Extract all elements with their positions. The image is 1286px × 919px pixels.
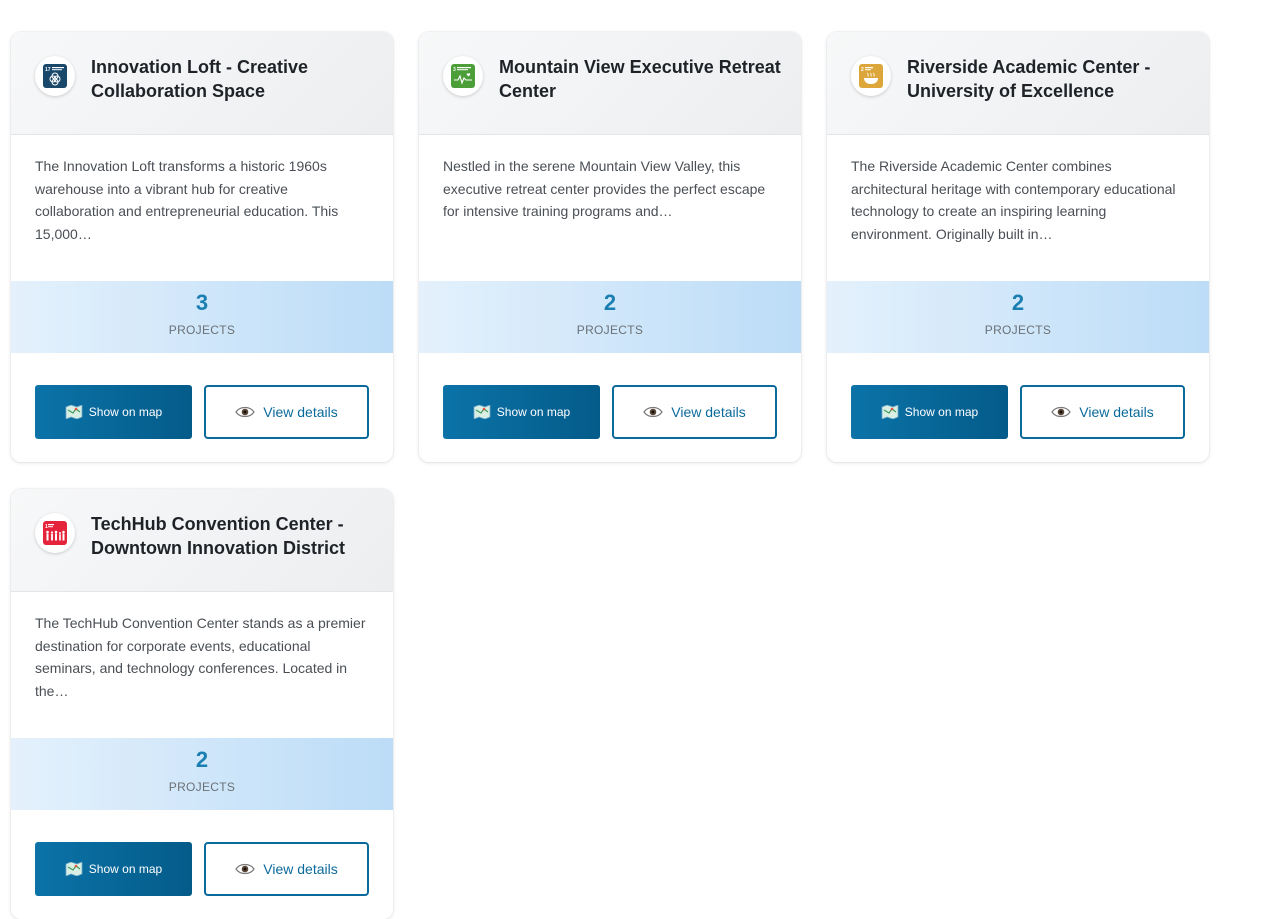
logo-badge [443, 56, 483, 96]
sdg-3-good-health-icon [451, 64, 475, 88]
card-header [827, 32, 1209, 135]
svg-text:2: 2 [861, 67, 864, 73]
map-icon [65, 405, 83, 419]
projects-stat [11, 281, 393, 353]
svg-text:17: 17 [45, 67, 51, 73]
view-details-label: View details [263, 861, 338, 877]
projects-label: PROJECTS [168, 323, 236, 337]
view-details-button[interactable] [204, 385, 369, 439]
projects-stat [11, 738, 393, 810]
card-header [11, 489, 393, 592]
show-on-map-button[interactable] [35, 385, 192, 439]
view-details-button[interactable] [1020, 385, 1185, 439]
projects-stat [419, 281, 801, 353]
card-header [419, 32, 801, 135]
card-description: Nestled in the serene Mountain View Valley, this executive retreat center provides the perfect escape for intensive training programs and… [443, 158, 766, 219]
svg-text:1: 1 [45, 524, 48, 530]
view-details-label: View details [1079, 404, 1154, 420]
map-icon [881, 405, 899, 419]
card-header [11, 32, 393, 135]
logo-badge [35, 56, 75, 96]
show-on-map-label: Show on map [904, 405, 979, 419]
map-icon [65, 862, 83, 876]
projects-label: PROJECTS [984, 323, 1052, 337]
location-card [419, 32, 801, 462]
show-on-map-button[interactable] [443, 385, 600, 439]
logo-badge [35, 513, 75, 553]
show-on-map-button[interactable] [35, 842, 192, 896]
projects-label: PROJECTS [576, 323, 644, 337]
view-details-label: View details [671, 404, 746, 420]
show-on-map-button[interactable] [851, 385, 1008, 439]
projects-count: 3 [195, 290, 209, 315]
projects-count: 2 [603, 290, 617, 315]
sdg-17-partnerships-icon [43, 64, 67, 88]
show-on-map-label: Show on map [88, 405, 163, 419]
eye-icon [1051, 405, 1071, 419]
projects-count: 2 [195, 747, 209, 772]
eye-icon [235, 405, 255, 419]
card-title: Mountain View Executive Retreat Center [499, 57, 781, 101]
svg-text:3: 3 [453, 67, 456, 73]
card-title: TechHub Convention Center - Downtown Innovation District [91, 514, 345, 558]
sdg-1-no-poverty-icon [43, 521, 67, 545]
projects-count: 2 [1011, 290, 1025, 315]
card-title: Riverside Academic Center - University of Excellence [907, 57, 1151, 101]
eye-icon [643, 405, 663, 419]
logo-badge [851, 56, 891, 96]
show-on-map-label: Show on map [496, 405, 571, 419]
view-details-label: View details [263, 404, 338, 420]
projects-label: PROJECTS [168, 780, 236, 794]
view-details-button[interactable] [612, 385, 777, 439]
location-card [11, 32, 393, 462]
card-description: The Riverside Academic Center combines architectural heritage with contemporary educational technology to create an inspiring learning environment. Originally built in… [851, 158, 1176, 242]
eye-icon [235, 862, 255, 876]
show-on-map-label: Show on map [88, 862, 163, 876]
map-icon [473, 405, 491, 419]
projects-stat [827, 281, 1209, 353]
location-card [827, 32, 1209, 462]
view-details-button[interactable] [204, 842, 369, 896]
location-card [11, 489, 393, 919]
card-description: The Innovation Loft transforms a historic 1960s warehouse into a vibrant hub for creative collaboration and entrepreneurial education. This 15,000… [35, 158, 339, 242]
card-title: Innovation Loft - Creative Collaboration Space [91, 57, 309, 101]
card-description: The TechHub Convention Center stands as a premier destination for corporate events, educational seminars, and technology conferences. Located in the… [35, 615, 366, 699]
sdg-2-zero-hunger-icon [859, 64, 883, 88]
